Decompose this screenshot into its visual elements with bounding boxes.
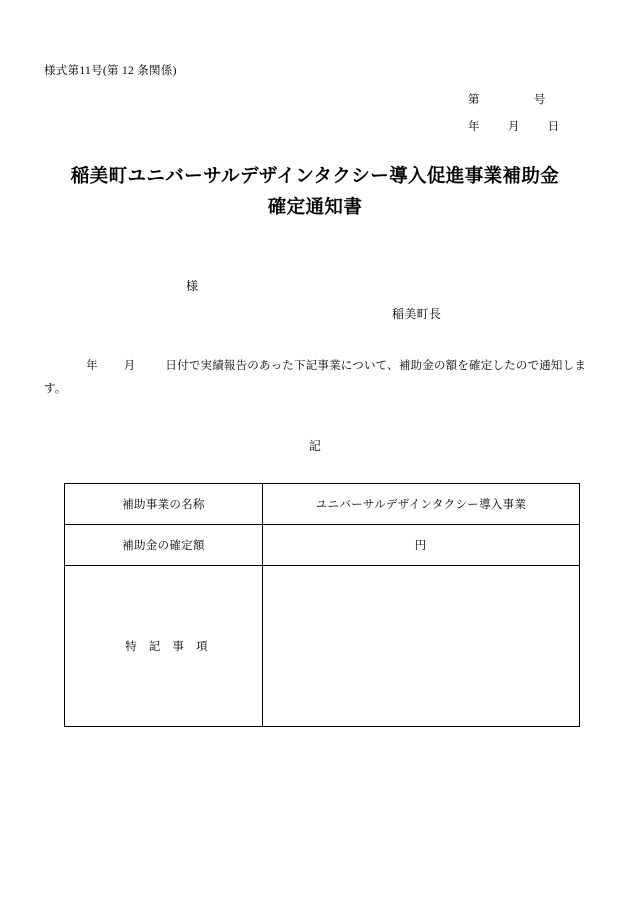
row-value-project-name: ユニバーサルデザインタクシー導入事業 [263, 484, 580, 525]
issuer-name: 稲美町長 [392, 307, 442, 321]
subsidy-details-table [64, 483, 580, 727]
date-month-label: 月 [507, 121, 520, 133]
row-label-project-name: 補助事業の名称 [65, 484, 263, 525]
body-year-label: 年 [86, 360, 98, 372]
body-main-text: 日付で実績報告のあった下記事業について、補助金の額を確定したので通知しま [165, 360, 587, 372]
body-paragraph [44, 355, 592, 401]
table-row [65, 566, 580, 727]
row-value-special-notes [263, 566, 580, 727]
table-row [65, 525, 580, 566]
title-line-1: 稲美町ユニバーサルデザインタクシー導入促進事業補助金 [70, 167, 560, 187]
document-number-unit: 号 [533, 94, 546, 106]
body-text-continuation: す。 [44, 383, 67, 395]
row-label-special-notes: 特 記 事 項 [65, 566, 263, 727]
date-year-label: 年 [468, 121, 480, 133]
row-value-confirmed-amount: 円 [263, 525, 580, 566]
table-row [65, 484, 580, 525]
date-day-label: 日 [547, 121, 560, 133]
body-month-label: 月 [123, 360, 136, 372]
document-number-label: 第 [468, 94, 480, 106]
document-title [0, 162, 630, 223]
issue-date-row [468, 118, 559, 134]
ki-marker: 記 [308, 439, 322, 453]
addressee-honorific: 様 [186, 279, 199, 293]
row-label-confirmed-amount: 補助金の確定額 [65, 525, 263, 566]
form-number: 様式第11号(第 12 条関係) [44, 65, 177, 77]
title-line-2: 確定通知書 [267, 197, 363, 218]
document-number-row [468, 91, 546, 107]
